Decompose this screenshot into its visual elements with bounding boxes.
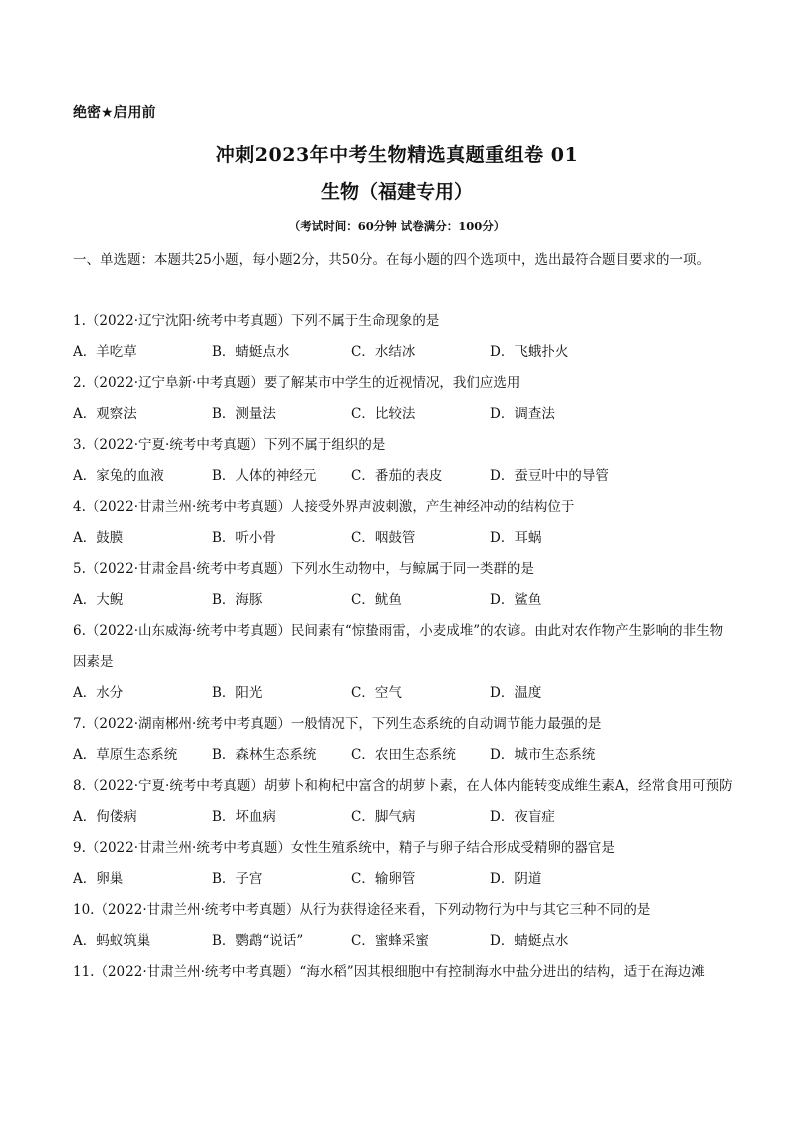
options-row (73, 740, 733, 771)
option-a: A．草原生态系统 (73, 747, 178, 763)
question-item (73, 492, 733, 554)
option-c: C．输卵管 (351, 871, 416, 887)
option-d: D．阴道 (490, 871, 542, 887)
question-item (73, 368, 733, 430)
option-c: C．空气 (351, 685, 402, 701)
question-stem: 5.（2022·甘肃金昌·统考中考真题）下列水生动物中，与鲸属于同一类群的是 (73, 561, 534, 577)
question-item (73, 306, 733, 368)
options-row (73, 864, 733, 895)
option-c: C．咽鼓管 (351, 530, 416, 546)
section-instructions: 一、单选题：本题共25小题，每小题2分，共50分。在每小题的四个选项中，选出最符合题目要求的一项。 (73, 252, 710, 268)
option-b: B．人体的神经元 (212, 468, 317, 484)
page-subtitle: 生物（福建专用） (320, 181, 473, 203)
option-b: B．海豚 (212, 592, 263, 608)
option-b: B．听小骨 (212, 530, 276, 546)
option-c: C．比较法 (351, 406, 416, 422)
option-d: D．耳蜗 (490, 530, 542, 546)
question-stem: 8.（2022·宁夏·统考中考真题）胡萝卜和枸杞中富含的胡萝卜素，在人体内能转变成维生素A，经常食用可预防 (73, 778, 733, 794)
question-stem: 6.（2022·山东威海·统考中考真题）民间素有“惊蛰雨雷，小麦成堆”的农谚。由此对农作物产生影响的非生物因素是 (73, 623, 724, 670)
exam-info: （考试时间：60分钟 试卷满分：100分） (288, 219, 506, 233)
options-row (73, 678, 733, 709)
options-row (73, 399, 733, 430)
question-stem: 3.（2022·宁夏·统考中考真题）下列不属于组织的是 (73, 437, 386, 453)
option-a: A．家兔的血液 (73, 468, 164, 484)
question-item (73, 833, 733, 895)
secret-label: 绝密★启用前 (73, 105, 156, 121)
question-item (73, 957, 733, 988)
question-stem: 7.（2022·湖南郴州·统考中考真题）一般情况下，下列生态系统的自动调节能力最强的是 (73, 716, 602, 732)
question-stem: 9.（2022·甘肃兰州·统考中考真题）女性生殖系统中，精子与卵子结合形成受精卵的器官是 (73, 840, 615, 856)
option-d: D．调查法 (490, 406, 555, 422)
option-a: A．水分 (73, 685, 124, 701)
options-row (73, 802, 733, 833)
question-stem: 2.（2022·辽宁阜新·中考真题）要了解某市中学生的近视情况，我们应选用 (73, 375, 521, 391)
option-c: C．脚气病 (351, 809, 416, 825)
option-b: B．阳光 (212, 685, 263, 701)
option-d: D．城市生态系统 (490, 747, 596, 763)
option-d: D．夜盲症 (490, 809, 555, 825)
question-item (73, 771, 733, 833)
question-stem: 4.（2022·甘肃兰州·统考中考真题）人接受外界声波刺激，产生神经冲动的结构位于 (73, 499, 575, 515)
option-b: B．测量法 (212, 406, 276, 422)
option-a: A．大鲵 (73, 592, 124, 608)
options-row (73, 585, 733, 616)
question-item (73, 709, 733, 771)
option-d: D．温度 (490, 685, 542, 701)
question-item (73, 554, 733, 616)
option-d: D．蜻蜓点水 (490, 933, 569, 949)
option-c: C．番茄的表皮 (351, 468, 443, 484)
options-row (73, 523, 733, 554)
option-a: A．佝偻病 (73, 809, 137, 825)
option-d: D．蚕豆叶中的导管 (490, 468, 609, 484)
option-b: B．森林生态系统 (212, 747, 317, 763)
option-c: C．蜜蜂采蜜 (351, 933, 429, 949)
option-d: D．飞蛾扑火 (490, 344, 569, 360)
option-a: A．蚂蚁筑巢 (73, 933, 151, 949)
options-row (73, 337, 733, 368)
option-b: B．鹦鹉“说话” (212, 933, 304, 949)
question-stem: 1.（2022·辽宁沈阳·统考中考真题）下列不属于生命现象的是 (73, 313, 440, 329)
question-stem: 10.（2022·甘肃兰州·统考中考真题）从行为获得途径来看，下列动物行为中与其它三种不同的是 (73, 902, 651, 918)
option-c: C．水结冰 (351, 344, 416, 360)
option-c: C．鱿鱼 (351, 592, 402, 608)
option-a: A．鼓膜 (73, 530, 124, 546)
options-row (73, 926, 733, 957)
option-d: D．鲨鱼 (490, 592, 542, 608)
question-item (73, 895, 733, 957)
page-title: 冲刺2023年中考生物精选真题重组卷 01 (215, 144, 579, 166)
option-a: A．羊吃草 (73, 344, 137, 360)
question-item (73, 430, 733, 492)
option-b: B．蜻蜓点水 (212, 344, 290, 360)
option-c: C．农田生态系统 (351, 747, 456, 763)
options-row (73, 461, 733, 492)
question-item (73, 616, 733, 709)
option-a: A．卵巢 (73, 871, 124, 887)
option-a: A．观察法 (73, 406, 137, 422)
option-b: B．坏血病 (212, 809, 276, 825)
option-b: B．子宫 (212, 871, 263, 887)
question-stem: 11.（2022·甘肃兰州·统考中考真题）“海水稻”因其根细胞中有控制海水中盐分进出的结构，适于在海边滩 (73, 964, 705, 980)
question-list (73, 306, 733, 988)
